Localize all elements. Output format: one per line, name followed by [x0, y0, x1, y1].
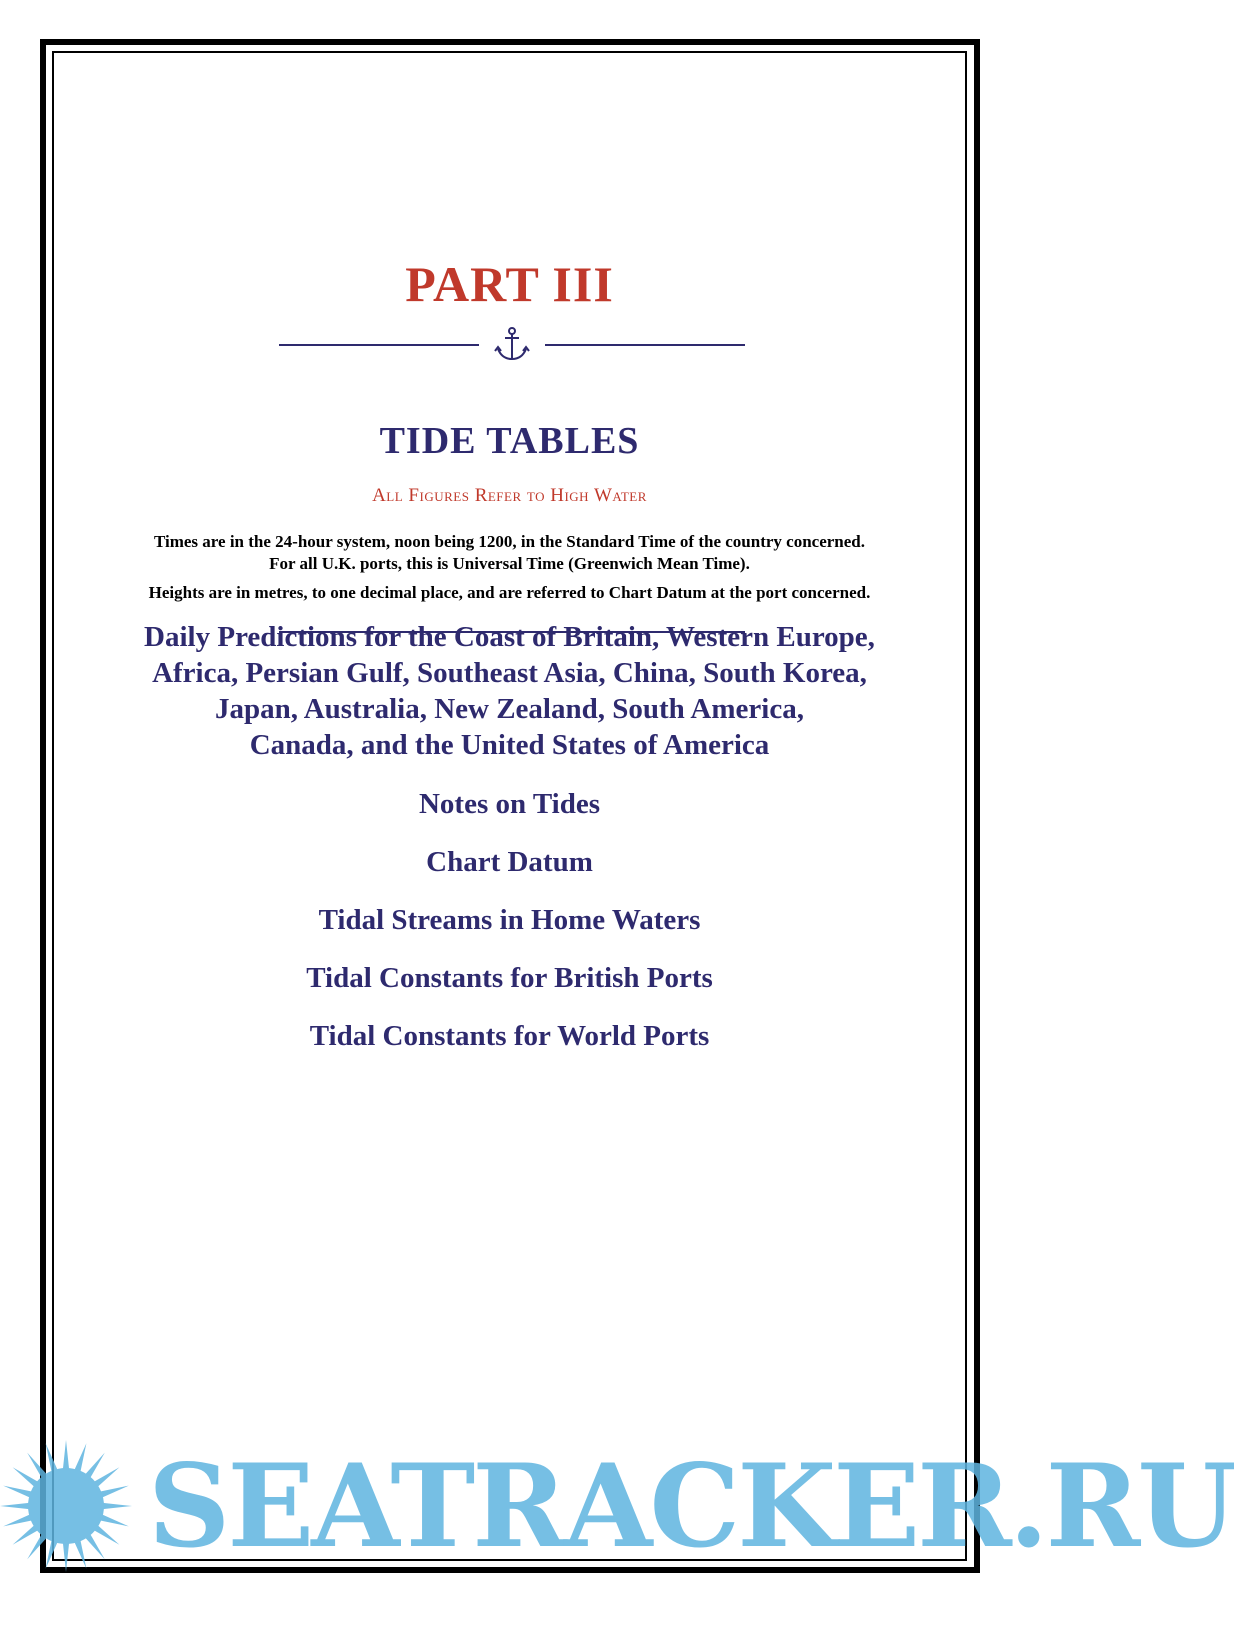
coverage-line: Daily Predictions for the Coast of Britain, Western Europe,	[144, 621, 875, 653]
topic-item: Notes on Tides	[418, 788, 601, 820]
sun-ray	[46, 1539, 58, 1569]
sun-ray	[27, 1533, 47, 1559]
topics-list	[54, 775, 965, 1065]
sun-ray	[99, 1514, 129, 1526]
sun-ray	[85, 1533, 105, 1559]
sun-ray	[63, 1542, 69, 1572]
section-title: TIDE TABLES	[379, 420, 640, 462]
coverage-heading	[94, 619, 925, 763]
coverage-line: Africa, Persian Gulf, Southeast Asia, China, South Korea,	[152, 657, 867, 689]
sun-ray	[0, 1503, 30, 1509]
coverage-line: Japan, Australia, New Zealand, South America,	[215, 693, 804, 725]
sun-ray	[3, 1514, 33, 1526]
page-content	[54, 53, 965, 1553]
anchor-divider	[279, 325, 745, 365]
anchor-icon	[495, 328, 529, 359]
sun-ray	[93, 1467, 119, 1487]
sun-burst-icon	[0, 1440, 132, 1572]
sun-ray	[74, 1443, 86, 1473]
subtitle: All Figures Refer to High Water	[372, 485, 647, 506]
note-line: Times are in the 24-hour system, noon being 1200, in the Standard Time of the country concerned.	[153, 532, 866, 551]
sun-ray	[13, 1467, 39, 1487]
sun-ray	[74, 1539, 86, 1569]
topic-item: Chart Datum	[426, 846, 593, 878]
sun-ray	[46, 1443, 58, 1473]
sun-ray	[85, 1453, 105, 1479]
sun-ray	[102, 1503, 132, 1509]
sun-ray	[3, 1486, 33, 1498]
sun-ray	[99, 1486, 129, 1498]
note-line: Heights are in metres, to one decimal place, and are referred to Chart Datum at the port concerned.	[148, 583, 871, 602]
sun-ray	[13, 1525, 39, 1545]
watermark-text: SEATRACKER.RU	[148, 1439, 1234, 1573]
topic-item: Tidal Streams in Home Waters	[318, 904, 701, 936]
coverage-line: Canada, and the United States of America	[249, 729, 770, 761]
sun-ray	[63, 1440, 69, 1470]
part-title: PART III	[405, 256, 614, 312]
sun-ray	[93, 1525, 119, 1545]
note-line: For all U.K. ports, this is Universal Time (Greenwich Mean Time).	[269, 554, 750, 573]
topic-item: Tidal Constants for British Ports	[306, 962, 713, 994]
sun-ray	[27, 1453, 47, 1479]
notes-block	[54, 531, 965, 604]
topic-item: Tidal Constants for World Ports	[309, 1020, 710, 1052]
